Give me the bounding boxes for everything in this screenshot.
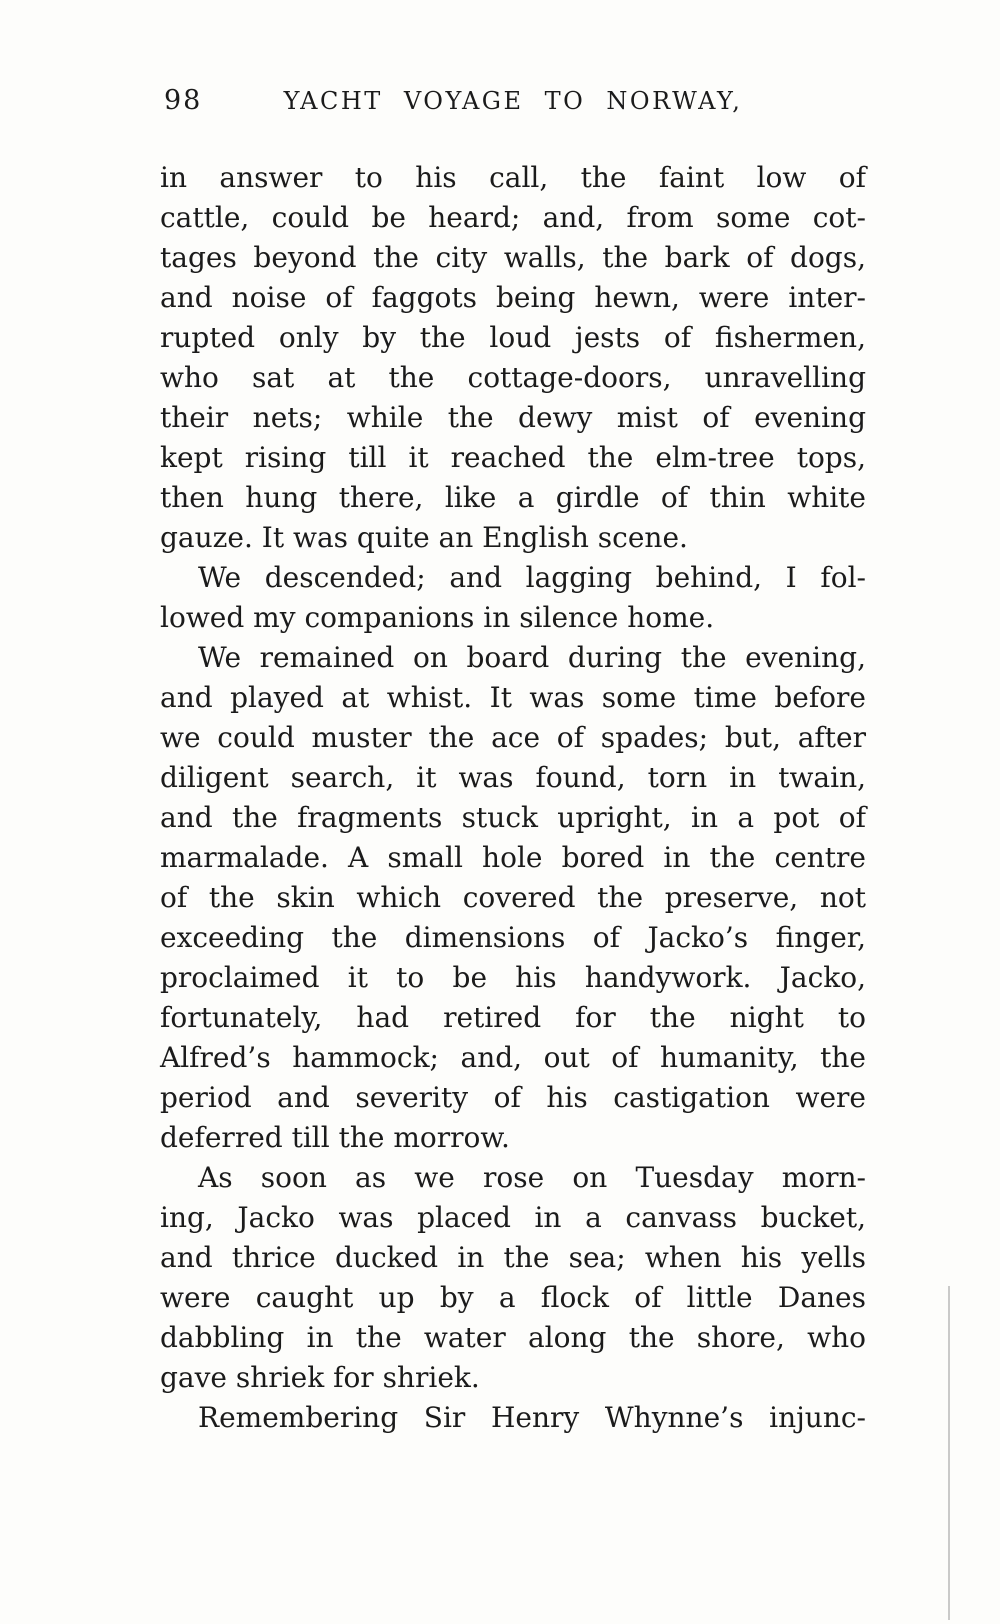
text-line: cattle, could be heard; and, from some cot-	[160, 201, 866, 234]
text-line: their nets; while the dewy mist of evening	[160, 401, 866, 434]
paragraph	[160, 638, 866, 1158]
text-line: of the skin which covered the preserve, not	[160, 881, 866, 914]
text-line: ing, Jacko was placed in a canvass bucket,	[160, 1201, 866, 1234]
text-line: in answer to his call, the faint low of	[160, 161, 866, 194]
text-line: were caught up by a flock of little Danes	[160, 1281, 866, 1314]
text-line: gave shriek for shriek.	[160, 1361, 480, 1394]
text-line: Remembering Sir Henry Whynne’s injunc-	[198, 1401, 866, 1434]
text-line: lowed my companions in silence home.	[160, 601, 715, 634]
text-line: proclaimed it to be his handywork. Jacko,	[160, 961, 866, 994]
text-line: rupted only by the loud jests of fishermen,	[160, 321, 866, 354]
scan-artifact-line	[948, 1286, 950, 1620]
text-line: kept rising till it reached the elm-tree tops,	[160, 441, 866, 474]
text-line: diligent search, it was found, torn in twain,	[160, 761, 866, 794]
text-line: then hung there, like a girdle of thin white	[160, 481, 866, 514]
text-line: who sat at the cottage-doors, unravelling	[160, 361, 866, 394]
text-line: exceeding the dimensions of Jacko’s finger,	[160, 921, 866, 954]
paragraph	[160, 1158, 866, 1398]
text-line: Alfred’s hammock; and, out of humanity, the	[160, 1041, 866, 1074]
text-line: period and severity of his castigation were	[160, 1081, 866, 1114]
paragraph	[160, 1398, 866, 1438]
running-title: YACHT VOYAGE TO NORWAY,	[283, 87, 743, 115]
text-line: dabbling in the water along the shore, who	[160, 1321, 866, 1354]
text-line: we could muster the ace of spades; but, after	[160, 721, 866, 754]
paragraph	[160, 558, 866, 638]
text-line: tages beyond the city walls, the bark of dogs,	[160, 241, 866, 274]
page-number: 98	[164, 85, 203, 116]
text-line: and the fragments stuck upright, in a pot of	[160, 801, 866, 834]
page-header	[160, 84, 866, 118]
text-line: As soon as we rose on Tuesday morn-	[198, 1161, 866, 1194]
text-line: marmalade. A small hole bored in the centre	[160, 841, 866, 874]
text-line: We remained on board during the evening,	[198, 641, 866, 674]
text-line: and played at whist. It was some time before	[160, 681, 866, 714]
text-line: We descended; and lagging behind, I fol-	[198, 561, 866, 594]
paragraph	[160, 158, 866, 558]
text-line: gauze. It was quite an English scene.	[160, 521, 688, 554]
text-line: and thrice ducked in the sea; when his yells	[160, 1241, 866, 1274]
text-line: deferred till the morrow.	[160, 1121, 510, 1154]
text-line: and noise of faggots being hewn, were inter-	[160, 281, 866, 314]
text-line: fortunately, had retired for the night to	[160, 1001, 866, 1034]
page-body	[160, 158, 866, 1438]
